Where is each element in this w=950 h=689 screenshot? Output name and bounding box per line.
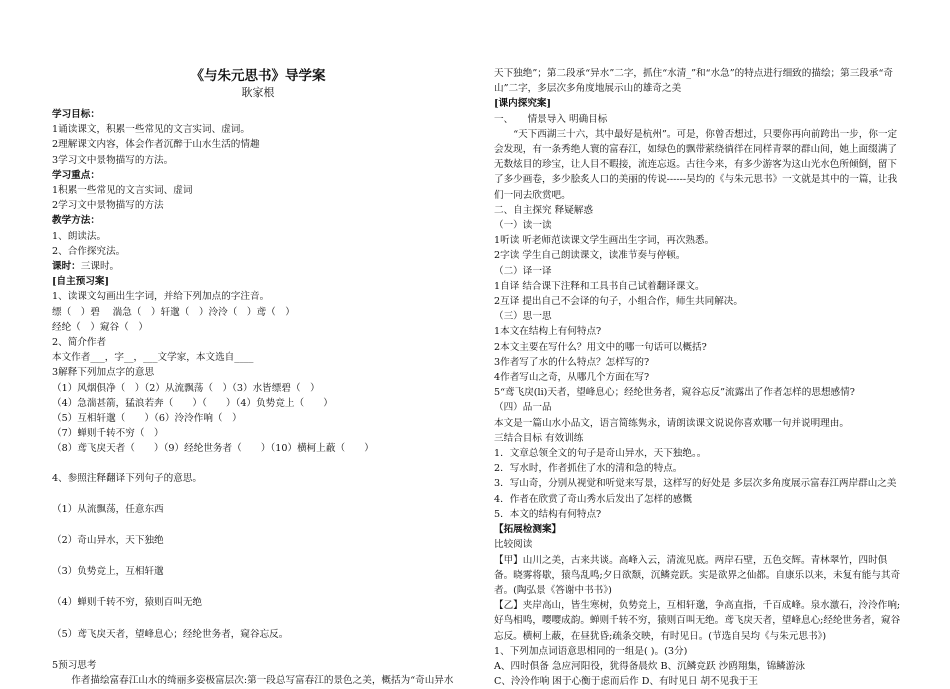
right-column	[494, 0, 906, 689]
mc-options-ab: A、四时俱备 急应河阳役，犹得备晨炊 B、沉鳞竞跃 沙鸥翔集，锦鳞游泳	[494, 660, 805, 672]
explore-heading: [课内探究案]	[494, 98, 552, 110]
section-2-heading: 二、自主探究 释疑解惑	[494, 204, 593, 216]
preview-heading: [自主预习案]	[52, 276, 110, 288]
method-item: 2、合作探究法。	[52, 245, 126, 257]
pinyin-line: 缥（ ）碧 湍急（ ）轩邈（ ）泠泠（ ）鸢（ ）	[52, 306, 295, 318]
focus-heading: 学习重点：	[52, 169, 100, 181]
think-item: 5“鸢飞戾(li)天者，望峰息心；经纶世务者，窥谷忘反”流露出了作者怎样的思想感情?	[494, 387, 855, 399]
left-column	[52, 0, 464, 688]
training-item: 3．写山奇，分别从视觉和听觉来写景，这样写的好处是 多层次多角度展示富春江两岸群山之美	[494, 478, 897, 490]
translate-step: 1自译 结合课下注释和工具书自己试着翻译课文。	[494, 280, 705, 292]
think-item: 1本文在结构上有何特点?	[494, 326, 602, 338]
sub-heading-think: （三）思一思	[494, 311, 552, 323]
passage-jia: 【甲】山川之美，古来共谈。高峰入云，清流见底。两岸石壁，五色交辉。青林翠竹，四时俱备。晓雾将歇，猿鸟乱鸣;夕日欲颓，沉鳞竞跃。实是欲界之仙都。自康乐以来，未复有能与其奇者。(陶弘景《答谢中书书》)	[494, 554, 901, 596]
section-1-heading: 一、 情景导入 明确目标	[494, 113, 608, 125]
continued-paragraph: 天下独绝”；第二段承“异水”二字，抓住“水清_”和“水急”的特点进行细致的描绘；第三段承“奇山”二字，多层次多角度地展示山的雄奇之美	[494, 68, 894, 95]
goal-item: 1诵读课文，积累一些常见的文言实词、虚词。	[52, 124, 250, 136]
focus-item: 1积累一些常见的文言实词、虚词	[52, 185, 193, 197]
translate-item: （1）从流飘荡，任意东西	[52, 503, 164, 515]
compare-label: 比较阅读	[494, 539, 533, 551]
training-item: 5．本文的结构有何特点?	[494, 508, 602, 520]
training-item: 4．作者在欣赏了奇山秀水后发出了怎样的感慨	[494, 493, 692, 505]
sub-heading-read: （一）读一读	[494, 220, 552, 232]
goal-item: 2理解课文内容，体会作者沉醉于山水生活的情趣	[52, 139, 260, 151]
translate-item: （4）蝉则千转不穷，猿则百叫无绝	[52, 597, 203, 609]
think-paragraph: 作者描绘富春江山水的绮丽多姿极富层次:第一段总写富春江的景色之美，概括为“奇山异水	[71, 675, 454, 687]
question-3: 3解释下列加点字的意思	[52, 367, 155, 379]
read-item: 2字读 学生自己朗读课文，读准节奏与停顿。	[494, 250, 686, 262]
passage-yi: 【乙】夹岸高山，皆生寒树，负势竞上，互相轩邈，争高直指，千百成峰。泉水激石，泠泠作响;好鸟相鸣，嘤嘤成韵。蝉则千转不穷，猿则百叫无绝。鸢飞戾天者，望峰息心;经纶世务者，窥谷忘反。横柯上蔽，在昼犹昏;疏条交映，有时见日。(节选自吴均《与朱元思书》)	[494, 600, 901, 642]
translate-item: （5）鸢飞戾天者，望峰息心；经纶世务者，窥谷忘反。	[52, 628, 289, 640]
training-item: 2．写水时，作者抓住了水的清和急的特点。	[494, 463, 683, 475]
word-item: （1）风烟俱净（ ）（2）从流飘荡（ ）（3）水皆缥碧（ ）	[52, 382, 320, 394]
goal-item: 3学习文中景物描写的方法。	[52, 154, 174, 166]
word-item: （5）互相轩邈（ ）（6）泠泠作响（ ）	[52, 413, 242, 425]
method-item: 1、朗读法。	[52, 230, 107, 242]
mc-options-cd: C、泠泠作响 困于心衡于虑而后作 D、有时见日 胡不见我于王	[494, 676, 759, 688]
intro-paragraph: “天下西湖三十六，其中最好是杭州”。可是，你曾否想过，只要你再向前跨出一步，你一定会发现，有一条秀绝人寰的富春江，如绿色的飘带萦绕徜徉在同样青翠的群山间，她上面缀满了无数炫目的珍宝，让人目不暇接，流连忘返。古往今来，有多少游客为这山光水色所倾倒，留下了多少画卷，多少脍炙人口的美丽的传说------吴均的《与朱元思书》一文就是其中的一篇，让我们一同去欣赏吧。	[494, 128, 898, 201]
focus-item: 2学习文中景物描写的方法	[52, 200, 164, 212]
period-line	[52, 259, 464, 274]
sub-heading-translate: （二）译一译	[494, 265, 552, 277]
read-item: 1听读 听老师范读课文学生画出生字词，再次熟悉。	[494, 235, 715, 247]
translate-step: 2互译 提出自己不会译的句子，小组合作，师生共同解决。	[494, 296, 743, 308]
word-item: （4）急湍甚箭，猛浪若奔（ ）（ ）（4）负势竞上（ ）	[52, 397, 333, 409]
think-item: 4作者写山之奇，从哪几个方面在写?	[494, 372, 650, 384]
author-blank-line: 本文作者___，字__，___文学家，本文选自____	[52, 352, 254, 364]
methods-heading: 教学方法：	[52, 215, 100, 227]
word-item: （8）鸢飞戾天者（ ）（9）经纶世务者（ ）（10）横柯上蔽（ ）	[52, 443, 374, 455]
question-4: 4、参照注释翻译下列句子的意思。	[52, 472, 203, 484]
question-1: 1、读课文勾画出生字词，并给下列加点的字注音。	[52, 291, 270, 303]
sub-heading-appreciate: （四）品一品	[494, 402, 552, 414]
author-name: 耿家根	[241, 86, 275, 99]
think-item: 2本文主要在写什么？用文中的哪一句话可以概括?	[494, 341, 707, 353]
question-5: 5预习思考	[52, 659, 97, 671]
translate-item: （2）奇山异水，天下独绝	[52, 535, 164, 547]
pinyin-line: 经纶（ ）窥谷（ ）	[52, 321, 148, 333]
period-value: 三课时。	[80, 261, 120, 273]
training-item: 1．文章总领全文的句子是奇山异水，天下独绝。。	[494, 448, 707, 460]
think-item: 3作者写了水的什么特点？怎样写的?	[494, 356, 650, 368]
period-label: 课时：	[52, 261, 81, 273]
goals-heading: 学习目标：	[52, 109, 100, 120]
appreciate-text: 本文是一篇山水小品文，语言简练隽永，请朗读课文说说你喜欢哪一句并说明理由。	[494, 417, 849, 429]
extension-heading: 【拓展检测案】	[494, 524, 562, 536]
mc-question: 1、下列加点词语意思相同的一组是( )。(3分)	[494, 645, 688, 657]
section-3-heading: 三结合目标 有效训练	[494, 432, 584, 444]
word-item: （7）蝉则千转不穷（ ）	[52, 428, 164, 440]
document-title: 《与朱元思书》导学案	[190, 68, 326, 84]
translate-item: （3）负势竞上，互相轩邈	[52, 566, 164, 578]
question-2: 2、简介作者	[52, 337, 107, 349]
